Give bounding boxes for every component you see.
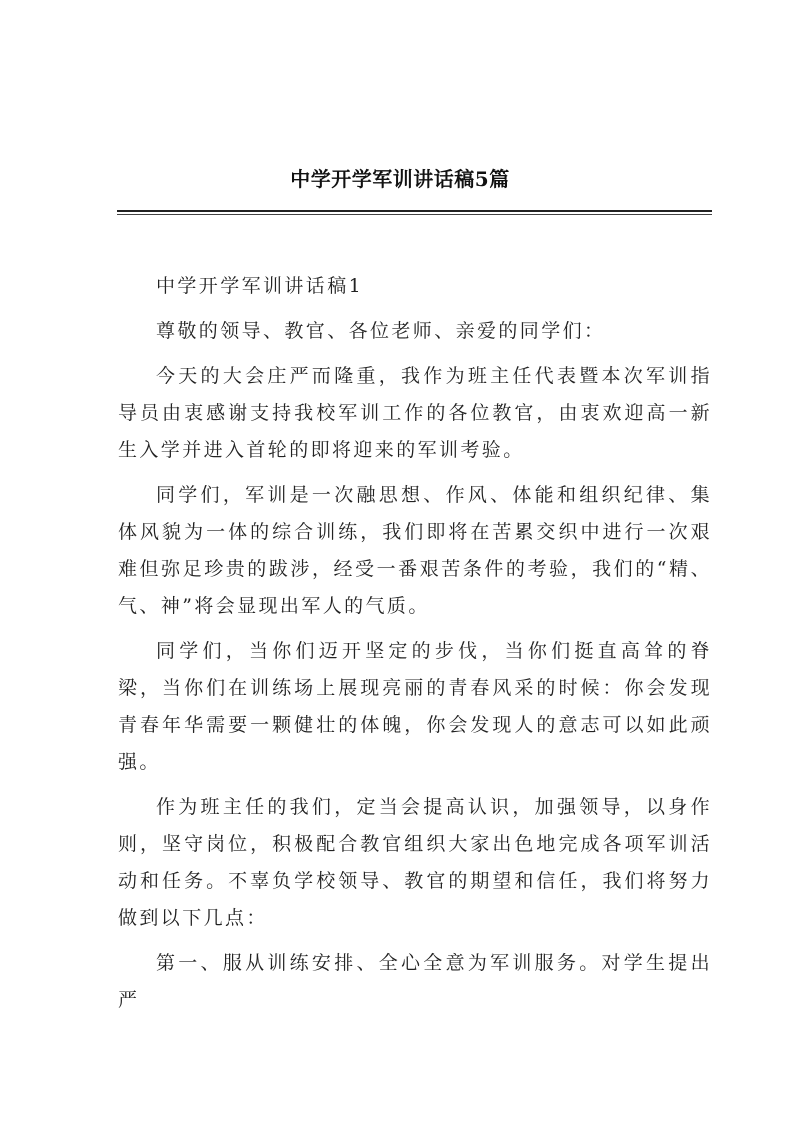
document-body xyxy=(118,268,712,1027)
salutation: 尊敬的领导、教官、各位老师、亲爱的同学们： xyxy=(156,320,606,342)
title-divider-thin xyxy=(117,214,712,215)
paragraph: 同学们，军训是一次融思想、作风、体能和组织纪律、集体风貌为一体的综合训练，我们即将在苦累交织中进行一次艰难但弥足珍贵的跋涉，经受一番艰苦条件的考验，我们的“精、气、神”将会显现出军人的气质。 xyxy=(118,484,712,617)
paragraph: 第一、服从训练安排、全心全意为军训服务。对学生提出严 xyxy=(118,952,712,1011)
section-heading: 中学开学军训讲话稿1 xyxy=(156,275,364,297)
paragraph: 今天的大会庄严而隆重，我作为班主任代表暨本次军训指导员由衷感谢支持我校军训工作的各位教官，由衷欢迎高一新生入学并进入首轮的即将迎来的军训考验。 xyxy=(118,365,712,461)
document-title: 中学开学军训讲话稿5篇 xyxy=(290,167,510,191)
paragraph: 作为班主任的我们，定当会提高认识，加强领导，以身作则，坚守岗位，积极配合教官组织大家出色地完成各项军训活动和任务。不辜负学校领导、教官的期望和信任，我们将努力做到以下几点： xyxy=(118,796,712,929)
paragraph: 同学们，当你们迈开坚定的步伐，当你们挺直高耸的脊梁，当你们在训练场上展现亮丽的青春风采的时候：你会发现青春年华需要一颗健壮的体魄，你会发现人的意志可以如此顽强。 xyxy=(118,640,712,773)
title-divider-thick xyxy=(117,210,712,212)
